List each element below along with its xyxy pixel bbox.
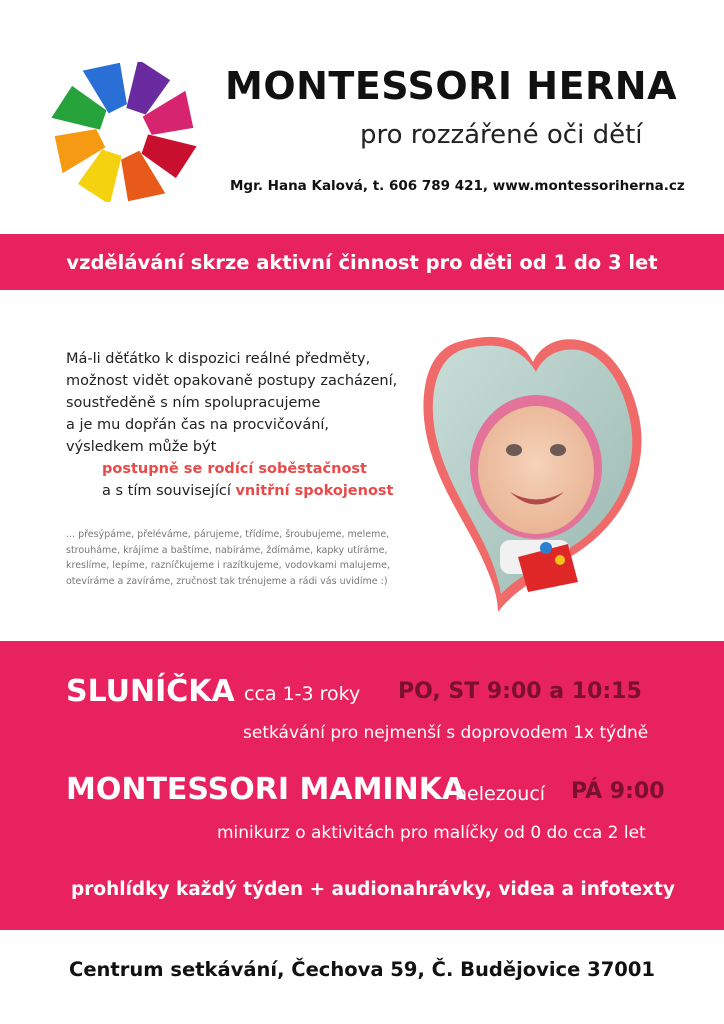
program-schedule: PÁ 9:00 xyxy=(571,779,665,804)
intro-line: Má-li děťátko k dispozici reálné předměty, xyxy=(66,351,371,367)
activities-line: ... přesýpáme, přeléváme, párujeme, třídíme, šroubujeme, meleme, xyxy=(66,529,390,540)
program-schedule: PO, ST 9:00 a 10:15 xyxy=(398,679,642,704)
program-age: cca 1-3 roky xyxy=(244,683,361,705)
highlight-self-sufficiency: postupně se rodící soběstačnost xyxy=(102,461,367,477)
intro-line: a je mu dopřán čas na procvičování, xyxy=(66,417,330,433)
activities-list xyxy=(66,527,416,589)
intro-text xyxy=(66,348,426,502)
page-subtitle: pro rozzářené oči dětí xyxy=(360,120,643,150)
program-description: setkávání pro nejmenší s doprovodem 1x týdně xyxy=(243,723,649,743)
highlight-contentment: vnitřní spokojenost xyxy=(235,483,394,499)
tours-info: prohlídky každý týden + audionahrávky, videa a infotexty xyxy=(71,879,675,900)
montessori-logo xyxy=(50,62,198,202)
age-banner xyxy=(0,234,724,290)
intro-prefix: a s tím související xyxy=(102,483,236,499)
activities-line: strouháme, krájíme a baštíme, nabíráme, ždímáme, kapky utíráme, xyxy=(66,544,388,556)
address: Centrum setkávání, Čechova 59, Č. Budějovice 37001 xyxy=(69,958,655,981)
program-age: nelezoucí xyxy=(455,783,546,805)
program-name: SLUNÍČKA xyxy=(66,674,235,709)
intro-contentment-line xyxy=(66,480,426,502)
intro-highlight-line xyxy=(66,458,426,480)
intro-line: možnost vidět opakovaně postupy zacházení, xyxy=(66,373,398,389)
child-photo xyxy=(418,322,648,614)
activities-line: otevíráme a zavíráme, zručnost tak trénujeme a rádi vás uvidíme :) xyxy=(66,575,388,587)
intro-line: soustředěně s ním spolupracujeme xyxy=(66,395,321,411)
activities-line: kreslíme, lepíme, razníčkujeme i razítkujeme, vodovkami malujeme, xyxy=(66,560,391,571)
intro-line: výsledkem může být xyxy=(66,439,217,455)
contact-info: Mgr. Hana Kalová, t. 606 789 421, www.montessoriherna.cz xyxy=(230,178,685,194)
page-title: MONTESSORI HERNA xyxy=(225,64,677,108)
program-name: MONTESSORI MAMINKA xyxy=(66,772,466,807)
age-banner-text: vzdělávání skrze aktivní činnost pro děti od 1 do 3 let xyxy=(66,250,658,274)
programs-section xyxy=(0,641,724,930)
program-description: minikurz o aktivitách pro malíčky od 0 do cca 2 let xyxy=(217,823,646,843)
